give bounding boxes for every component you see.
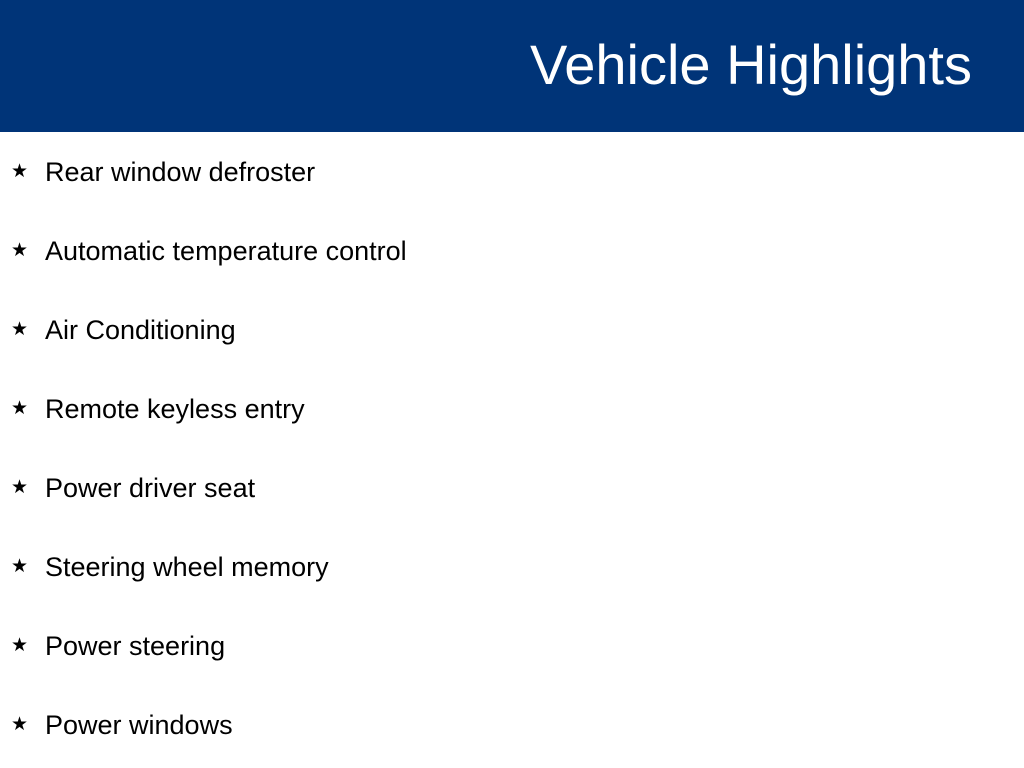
highlight-label: Power steering xyxy=(45,631,226,661)
highlight-label: Power driver seat xyxy=(45,473,256,503)
star-icon: ★ xyxy=(11,556,29,577)
star-icon: ★ xyxy=(11,240,29,261)
star-icon: ★ xyxy=(11,635,29,656)
highlight-label: Remote keyless entry xyxy=(45,394,305,424)
highlight-label: Air Conditioning xyxy=(45,315,236,345)
highlight-label: Power windows xyxy=(45,710,233,740)
highlight-label: Automatic temperature control xyxy=(45,236,407,266)
slide-title: Vehicle Highlights xyxy=(529,33,972,96)
star-icon: ★ xyxy=(11,398,29,419)
star-icon: ★ xyxy=(11,161,29,182)
star-icon: ★ xyxy=(11,319,29,340)
star-icon: ★ xyxy=(11,477,29,498)
highlight-label: Steering wheel memory xyxy=(45,552,329,582)
title-banner xyxy=(0,0,1024,132)
star-icon: ★ xyxy=(11,714,29,735)
highlight-label: Rear window defroster xyxy=(45,157,316,187)
